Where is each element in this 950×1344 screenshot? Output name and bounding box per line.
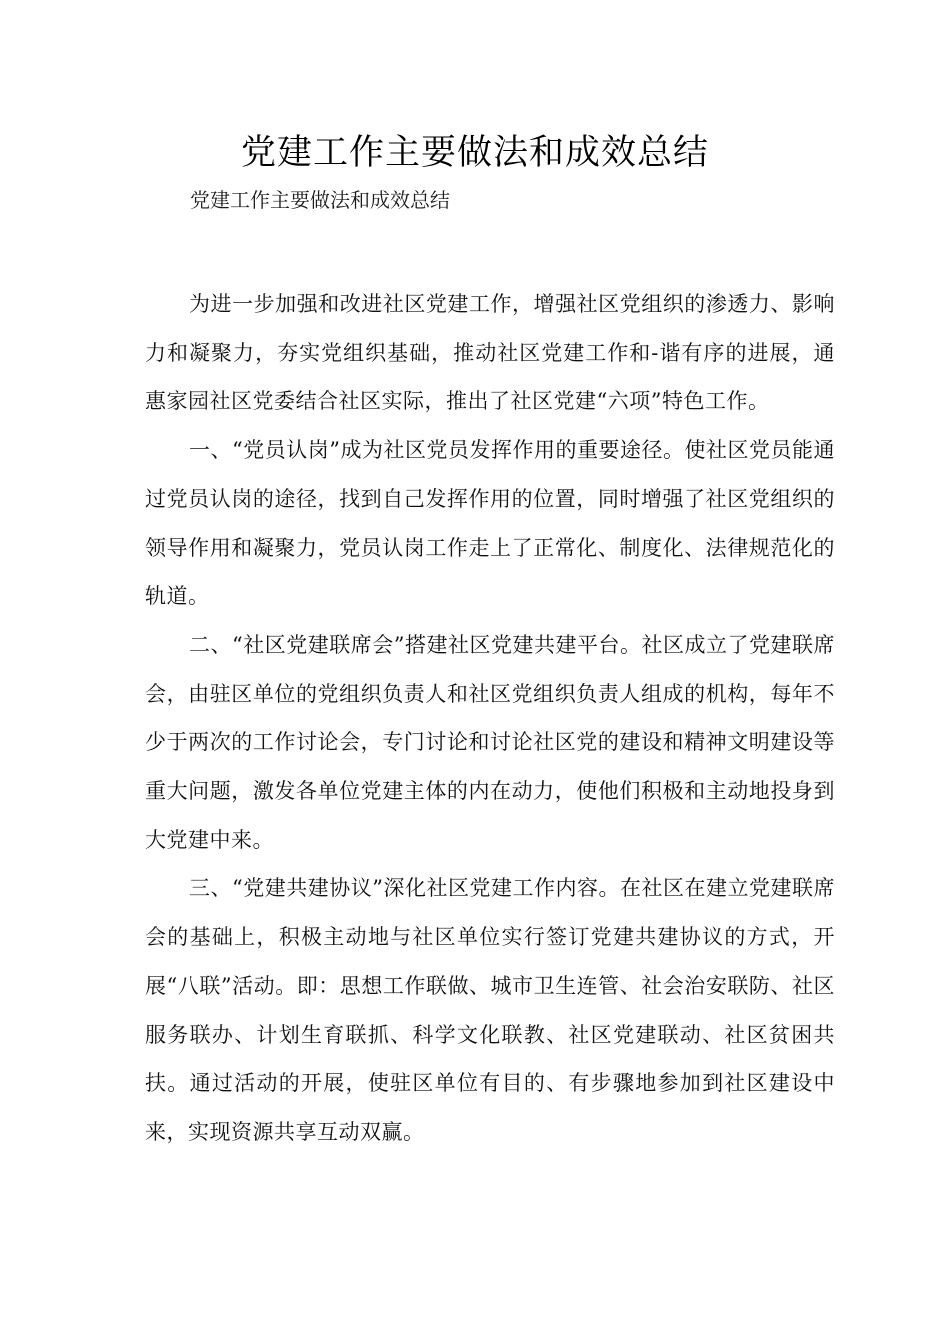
document-subtitle: 党建工作主要做法和成效总结 <box>190 188 450 212</box>
paragraph-section-1: 一、“党员认岗”成为社区党员发挥作用的重要途径。使社区党员能通过党员认岗的途径，找到自己发挥作用的位置，同时增强了社区党组织的领导作用和凝聚力，党员认岗工作走上了正常化、制度化、法律规范化的轨道。 <box>145 438 835 609</box>
document-title: 党建工作主要做法和成效总结 <box>240 133 709 173</box>
paragraph-section-3: 三、“党建共建协议”深化社区党建工作内容。在社区在建立党建联席会的基础上，积极主动地与社区单位实行签订党建共建协议的方式，开展“八联”活动。即：思想工作联做、城市卫生连管、社会治安联防、社区服务联办、计划生育联抓、科学文化联教、社区党建联动、社区贫困共扶。通过活动的开展，使驻区单位有目的、有步骤地参加到社区建设中来，实现资源共享互动双赢。 <box>145 876 835 1144</box>
paragraph-section-2: 二、“社区党建联席会”搭建社区党建共建平台。社区成立了党建联席会，由驻区单位的党组织负责人和社区党组织负责人组成的机构，每年不少于两次的工作讨论会，专门讨论和讨论社区党的建设和精神文明建设等重大问题，激发各单位党建主体的内在动力，使他们积极和主动地投身到大党建中来。 <box>145 632 835 852</box>
document-body <box>145 280 835 1157</box>
paragraph-intro: 为进一步加强和改进社区党建工作，增强社区党组织的渗透力、影响力和凝聚力，夯实党组织基础，推动社区党建工作和-谐有序的进展，通惠家园社区党委结合社区实际，推出了社区党建“六项”特色工作。 <box>145 292 835 414</box>
